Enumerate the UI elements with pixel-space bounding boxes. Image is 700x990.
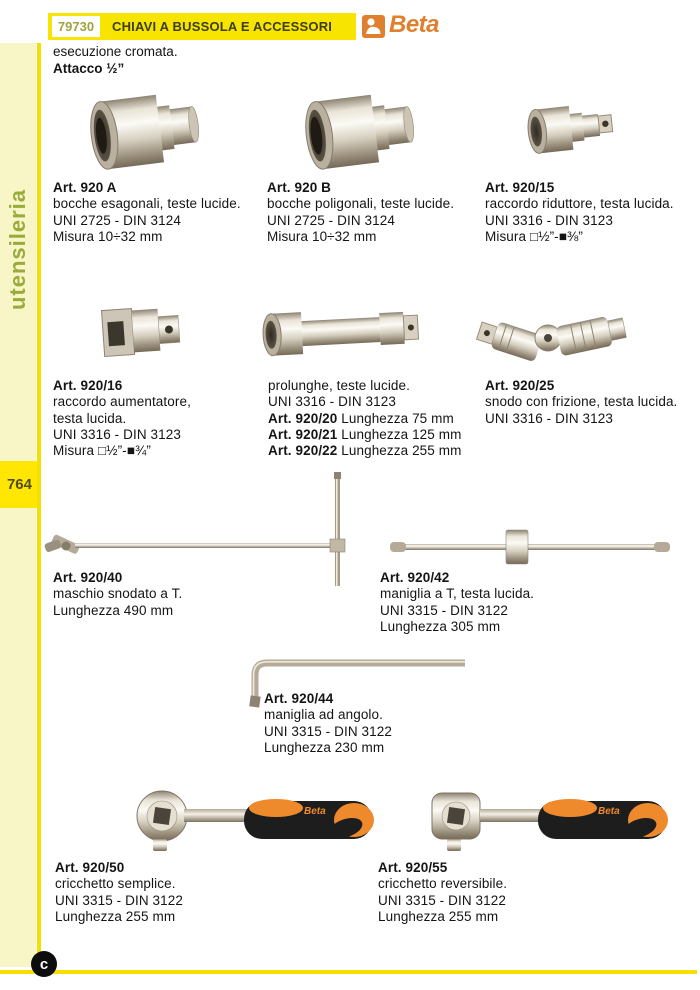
desc-line: maniglia ad angolo. (264, 707, 383, 723)
handle-brand-text: Beta (598, 806, 620, 817)
length-line: Lunghezza 255 mm (55, 908, 176, 924)
length-line: Lunghezza 255 mm (378, 908, 499, 924)
desc-line: maniglia a T, testa lucida. (380, 586, 535, 602)
art-number: Art. 920 B (267, 180, 332, 195)
art-number: Art. 920/55 (378, 860, 448, 875)
product-image-920b (303, 82, 423, 177)
product-image-920-16 (95, 300, 190, 366)
product-image-920-15 (523, 95, 623, 165)
product-block-920-55 (378, 860, 507, 925)
product-block-920-16 (53, 378, 191, 459)
desc-line: cricchetto reversibile. (378, 876, 508, 892)
standard-line: UNI 3315 - DIN 3122 (378, 892, 506, 908)
standard-line: UNI 3315 - DIN 3122 (380, 602, 508, 618)
product-block-920-25 (485, 378, 677, 427)
art-number: Art. 920/16 (53, 378, 123, 393)
desc-line: prolunghe, teste lucide. (268, 378, 410, 393)
art-number: Art. 920 A (53, 180, 117, 195)
product-block-920-42 (380, 570, 534, 635)
desc-line: bocche poligonali, teste lucide. (267, 196, 455, 212)
length-value: Lunghezza 255 mm (341, 443, 462, 459)
standard-line: UNI 3316 - DIN 3123 (485, 212, 613, 228)
product-image-extension-bar (258, 300, 430, 364)
length-line: Lunghezza 230 mm (264, 739, 385, 755)
length-line: Lunghezza 305 mm (380, 618, 501, 634)
desc-line: raccordo riduttore, testa lucida. (485, 196, 674, 212)
handle-brand-text: Beta (304, 806, 326, 817)
variant-row (268, 443, 461, 459)
frame-bottom-border (0, 970, 697, 974)
product-image-universal-joint (473, 295, 633, 383)
size-line: Misura □½”-■⅜” (485, 228, 583, 244)
desc-line: raccordo aumentatore, (53, 394, 191, 410)
size-line: Misura 10÷32 mm (53, 228, 163, 244)
size-line: Misura 10÷32 mm (267, 228, 377, 244)
product-block-920b (267, 180, 454, 245)
desc-line: snodo con frizione, testa lucida. (485, 394, 678, 410)
desc-line: cricchetto semplice. (55, 876, 176, 892)
beta-logo-text: Beta (389, 11, 440, 38)
product-image-t-handle-920-42 (388, 524, 673, 570)
intro-line-attack: Attacco ½” (53, 60, 125, 76)
art-number: Art. 920/25 (485, 378, 555, 393)
desc-line: bocche esagonali, teste lucide. (53, 196, 241, 212)
art-number: Art. 920/15 (485, 180, 555, 195)
sidebar-vertical-label (0, 150, 36, 350)
copyright-icon (31, 951, 57, 977)
product-block-920-50 (55, 860, 183, 925)
product-image-ratchet-920-50 (126, 780, 378, 858)
standard-line: UNI 2725 - DIN 3124 (53, 212, 181, 228)
art-number: Art. 920/44 (264, 691, 334, 706)
length-value: Lunghezza 75 mm (341, 410, 454, 426)
art-number: Art. 920/21 (268, 426, 338, 442)
standard-line: UNI 3316 - DIN 3123 (53, 426, 181, 442)
art-number: Art. 920/20 (268, 410, 338, 426)
product-image-ratchet-920-55 (420, 780, 672, 858)
product-image-920a (88, 82, 208, 177)
variant-row (268, 411, 461, 427)
frame-left-border (37, 43, 41, 972)
standard-line: UNI 3316 - DIN 3123 (485, 410, 613, 426)
intro-text (53, 44, 178, 77)
standard-line: UNI 3316 - DIN 3123 (268, 394, 396, 410)
art-number: Art. 920/40 (53, 570, 123, 585)
product-block-920-44 (264, 691, 392, 756)
length-line: Lunghezza 490 mm (53, 602, 174, 618)
page-number-text: 764 (6, 476, 32, 493)
desc-line: maschio snodato a T. (53, 586, 183, 602)
variant-row (268, 427, 461, 443)
page-title: CHIAVI A BUSSOLA E ACCESSORI (112, 19, 333, 34)
product-block-920-15 (485, 180, 674, 245)
page-number-badge (0, 461, 37, 508)
intro-line-execution: esecuzione cromata. (53, 44, 178, 59)
art-number: Art. 920/42 (380, 570, 450, 585)
product-block-prolunghe (268, 378, 461, 459)
product-block-920a (53, 180, 241, 245)
size-line: Misura □½”-■¾” (53, 443, 151, 459)
standard-line: UNI 3315 - DIN 3122 (264, 723, 392, 739)
product-code-text: 79730 (57, 19, 95, 34)
art-number: Art. 920/22 (268, 443, 338, 459)
copyright-letter: c (39, 955, 49, 973)
standard-line: UNI 3315 - DIN 3122 (55, 892, 183, 908)
beta-logo-icon (362, 15, 385, 38)
product-code-badge (52, 16, 100, 37)
product-block-920-40 (53, 570, 182, 619)
length-value: Lunghezza 125 mm (341, 426, 462, 442)
sidebar-vertical-label-text: utensileria (5, 189, 30, 311)
desc-line: testa lucida. (53, 410, 127, 426)
standard-line: UNI 2725 - DIN 3124 (267, 212, 395, 228)
art-number: Art. 920/50 (55, 860, 125, 875)
